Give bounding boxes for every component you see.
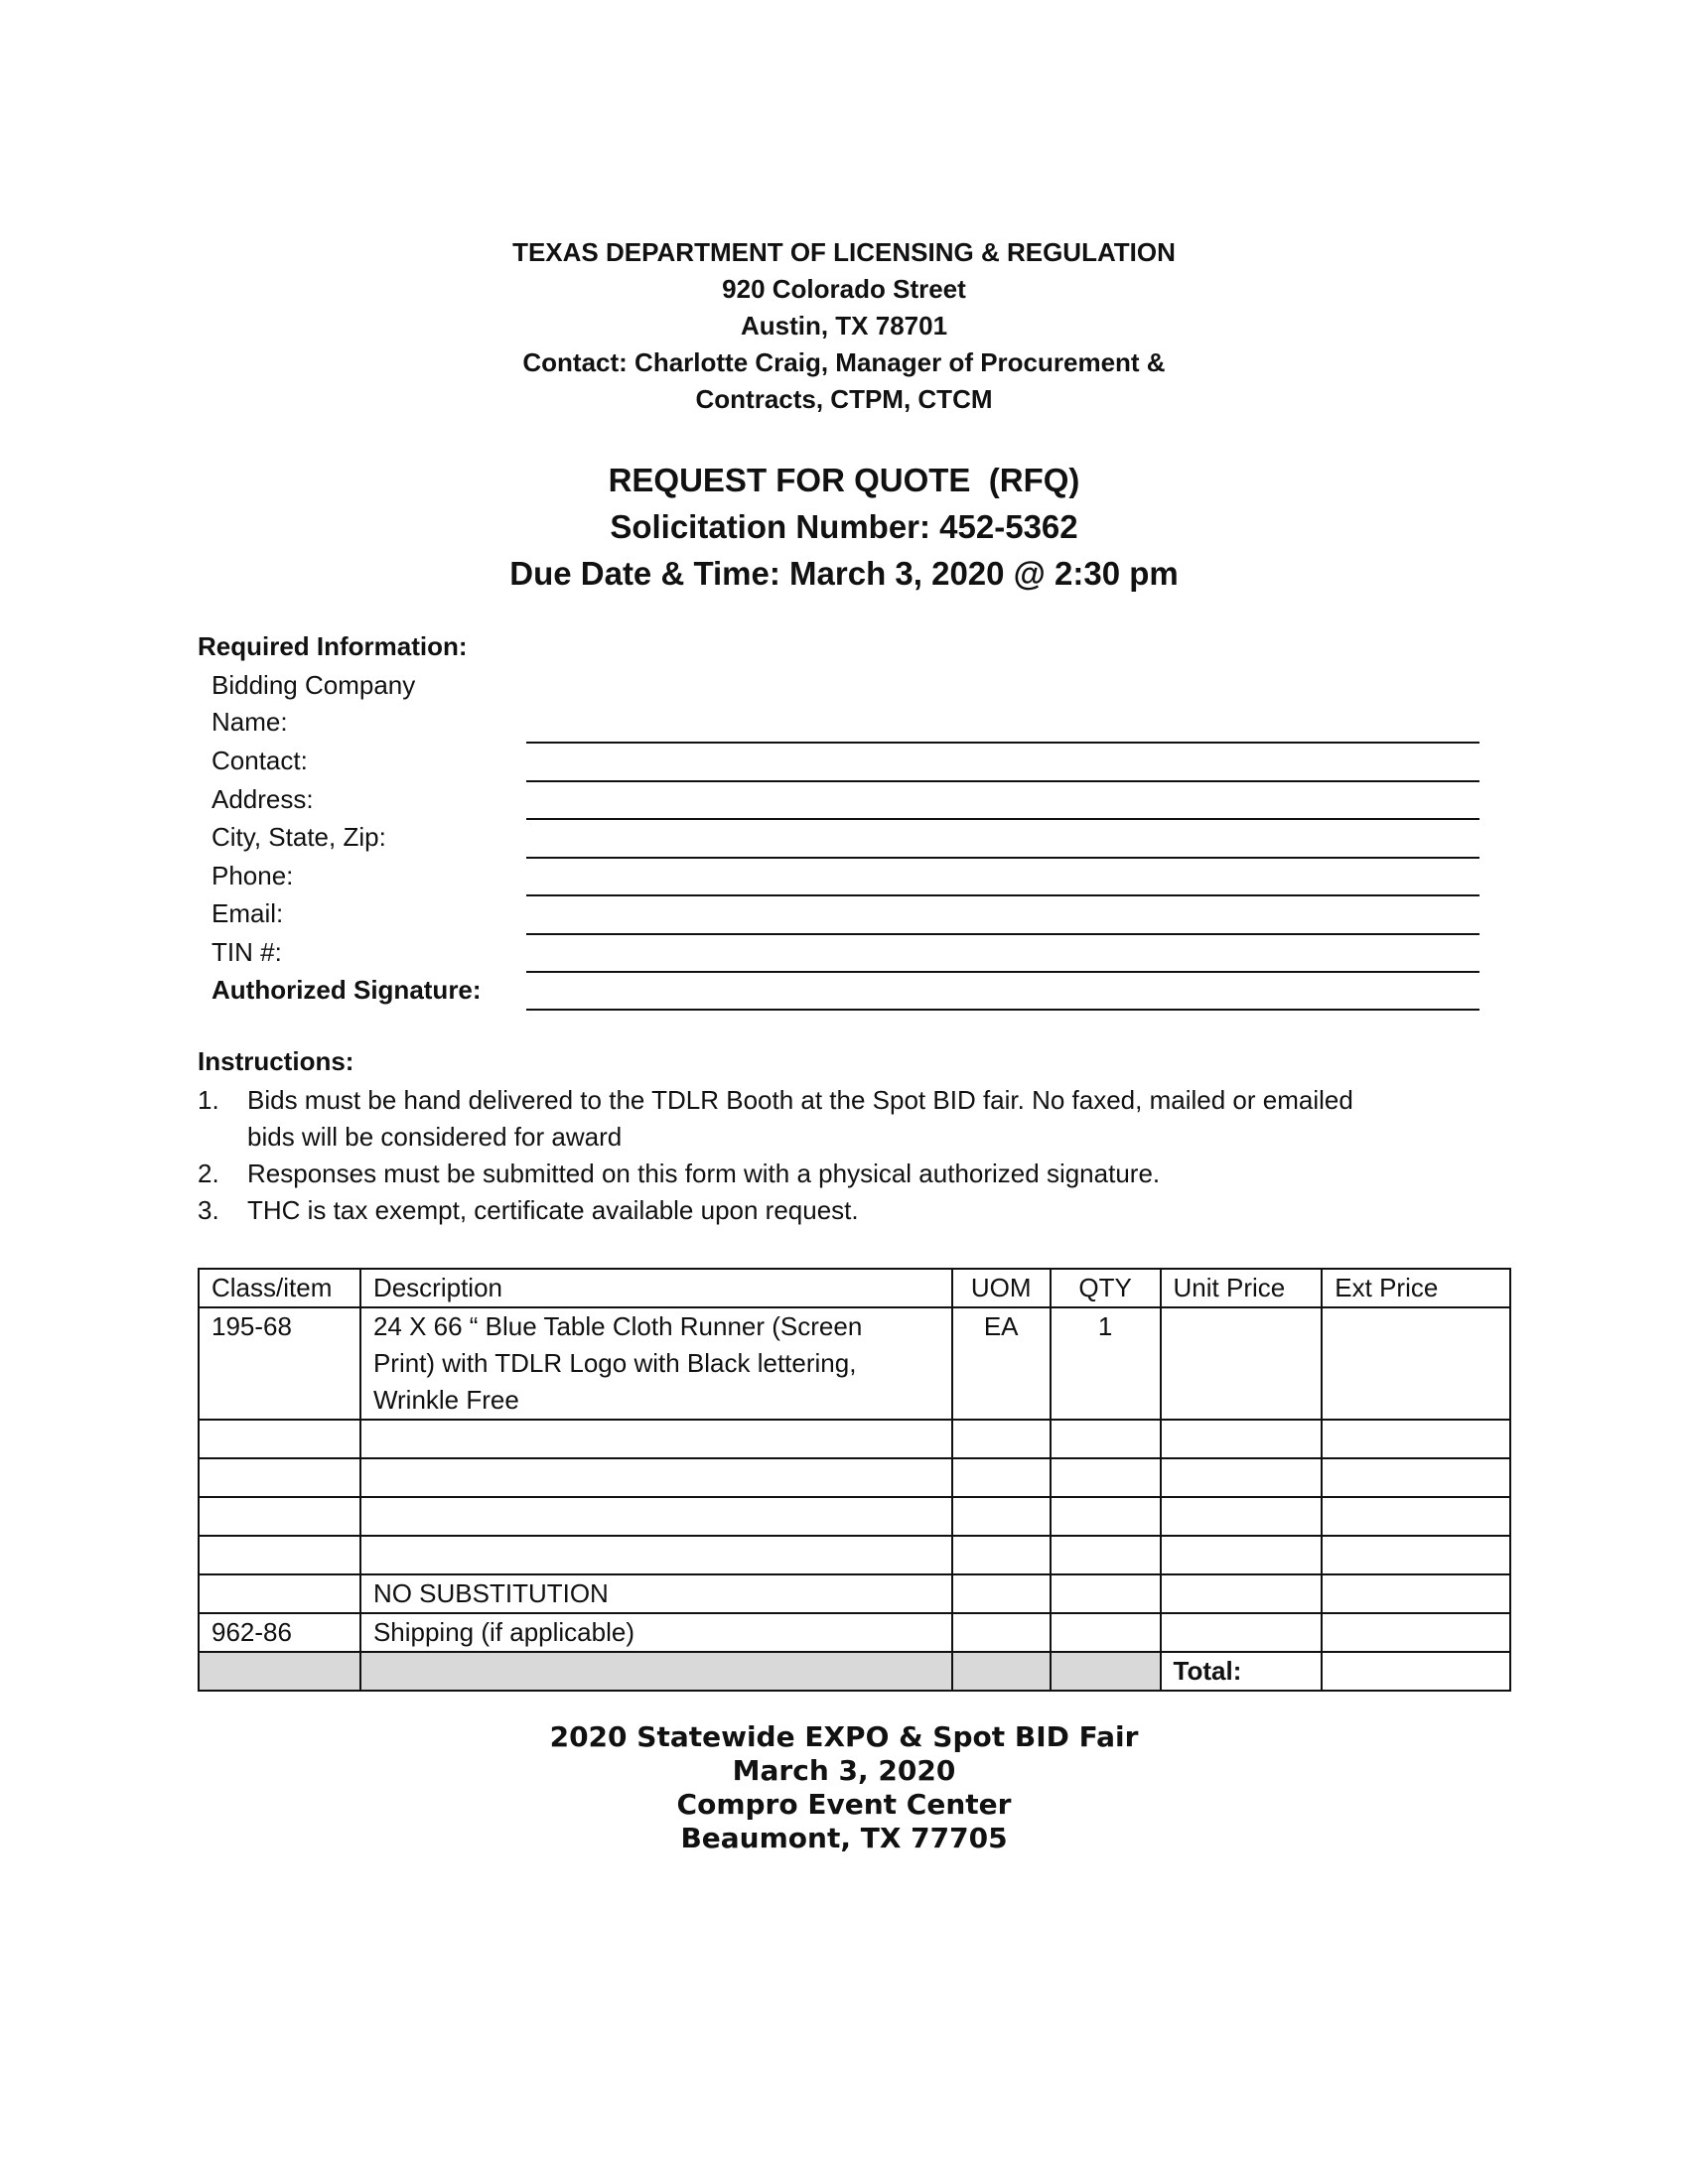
description-line-1: 24 X 66 “ Blue Table Cloth Runner (Screen — [372, 1311, 863, 1341]
contact-line-2: Contracts, CTPM, CTCM — [695, 384, 993, 414]
instruction-item — [198, 1156, 1488, 1192]
ext-price-cell[interactable] — [1322, 1458, 1510, 1497]
qty-cell[interactable] — [1051, 1420, 1161, 1458]
description-cell[interactable] — [360, 1497, 952, 1536]
unit-price-cell[interactable] — [1161, 1613, 1323, 1652]
table-row — [199, 1497, 1510, 1536]
column-header-unit-price: Unit Price — [1161, 1269, 1323, 1307]
line-items-table — [198, 1268, 1511, 1692]
qty-cell[interactable] — [1051, 1497, 1161, 1536]
unit-price-cell[interactable] — [1161, 1307, 1323, 1420]
column-header-ext-price: Ext Price — [1322, 1269, 1510, 1307]
tin-field[interactable] — [526, 971, 1479, 973]
required-info-heading: Required Information: — [198, 631, 468, 661]
authorized-signature-label: Authorized Signature: — [211, 975, 482, 1005]
qty-cell[interactable] — [1051, 1613, 1161, 1652]
table-row — [199, 1458, 1510, 1497]
ext-price-cell[interactable] — [1322, 1613, 1510, 1652]
instruction-number: 1. — [198, 1085, 219, 1115]
uom-cell[interactable] — [952, 1536, 1051, 1574]
instruction-text-line-1: Bids must be hand delivered to the TDLR Booth at the Spot BID fair. No faxed, mailed or emailed — [247, 1085, 1353, 1115]
agency-header — [0, 234, 1688, 418]
class-cell: 195-68 — [199, 1307, 360, 1420]
unit-price-cell[interactable] — [1161, 1458, 1323, 1497]
description-cell: Shipping (if applicable) — [360, 1613, 952, 1652]
ext-price-cell — [1322, 1574, 1510, 1613]
agency-city: Austin, TX 78701 — [740, 311, 948, 341]
class-cell[interactable] — [199, 1536, 360, 1574]
instructions-heading: Instructions: — [198, 1046, 354, 1076]
uom-cell — [952, 1574, 1051, 1613]
ext-price-cell[interactable] — [1322, 1536, 1510, 1574]
class-cell[interactable] — [199, 1458, 360, 1497]
column-header-uom: UOM — [952, 1269, 1051, 1307]
description-cell — [360, 1307, 952, 1420]
shaded-cell — [1051, 1652, 1161, 1691]
instruction-item — [198, 1192, 1488, 1229]
qty-cell[interactable] — [1051, 1536, 1161, 1574]
uom-cell[interactable] — [952, 1420, 1051, 1458]
solicitation-number: Solicitation Number: 452-5362 — [610, 508, 1078, 545]
instruction-text — [247, 1082, 1488, 1156]
contact-line-1: Contact: Charlotte Craig, Manager of Procurement & — [522, 347, 1166, 377]
table-header-row — [199, 1269, 1510, 1307]
shaded-cell — [952, 1652, 1051, 1691]
address-label: Address: — [211, 784, 314, 814]
instruction-text-line-2: bids will be considered for award — [247, 1122, 623, 1152]
email-field[interactable] — [526, 933, 1479, 935]
uom-cell[interactable] — [952, 1497, 1051, 1536]
uom-cell[interactable] — [952, 1613, 1051, 1652]
instruction-item — [198, 1082, 1488, 1156]
class-cell: 962-86 — [199, 1613, 360, 1652]
qty-cell[interactable] — [1051, 1458, 1161, 1497]
event-name: 2020 Statewide EXPO & Spot BID Fair — [549, 1720, 1139, 1753]
column-header-qty: QTY — [1051, 1269, 1161, 1307]
event-venue: Compro Event Center — [676, 1788, 1012, 1821]
qty-cell — [1051, 1574, 1161, 1613]
shaded-cell — [360, 1652, 952, 1691]
description-cell[interactable] — [360, 1536, 952, 1574]
description-cell[interactable] — [360, 1420, 952, 1458]
phone-field[interactable] — [526, 894, 1479, 896]
class-cell — [199, 1574, 360, 1613]
total-label: Total: — [1161, 1652, 1323, 1691]
description-line-3: Wrinkle Free — [372, 1385, 519, 1415]
description-line-2: Print) with TDLR Logo with Black lettering, — [372, 1348, 857, 1378]
total-row — [199, 1652, 1510, 1691]
address-field[interactable] — [526, 818, 1479, 820]
column-header-class: Class/item — [199, 1269, 360, 1307]
email-label: Email: — [211, 898, 284, 928]
contact-field[interactable] — [526, 780, 1479, 782]
tin-label: TIN #: — [211, 937, 282, 967]
table-row — [199, 1307, 1510, 1420]
city-state-zip-field[interactable] — [526, 857, 1479, 859]
uom-cell[interactable] — [952, 1458, 1051, 1497]
instruction-text: THC is tax exempt, certificate available upon request. — [247, 1195, 859, 1225]
column-header-description: Description — [360, 1269, 952, 1307]
total-value-cell[interactable] — [1322, 1652, 1510, 1691]
class-cell[interactable] — [199, 1497, 360, 1536]
ext-price-cell[interactable] — [1322, 1420, 1510, 1458]
table-row — [199, 1536, 1510, 1574]
ext-price-cell[interactable] — [1322, 1497, 1510, 1536]
rfq-title: REQUEST FOR QUOTE (RFQ) — [608, 462, 1080, 498]
class-cell[interactable] — [199, 1420, 360, 1458]
no-substitution-cell: NO SUBSTITUTION — [360, 1574, 952, 1613]
event-city: Beaumont, TX 77705 — [680, 1822, 1008, 1854]
instruction-number: 3. — [198, 1195, 219, 1225]
ext-price-cell[interactable] — [1322, 1307, 1510, 1420]
due-date: Due Date & Time: March 3, 2020 @ 2:30 pm — [509, 555, 1179, 592]
instruction-number: 2. — [198, 1159, 219, 1188]
bidding-company-field[interactable] — [526, 742, 1479, 744]
table-row — [199, 1613, 1510, 1652]
agency-street: 920 Colorado Street — [722, 274, 966, 304]
authorized-signature-field[interactable] — [526, 1009, 1479, 1011]
uom-cell: EA — [952, 1307, 1051, 1420]
description-cell[interactable] — [360, 1458, 952, 1497]
instruction-text: Responses must be submitted on this form with a physical authorized signature. — [247, 1159, 1161, 1188]
bidding-company-label-1: Bidding Company — [211, 670, 416, 700]
city-state-zip-label: City, State, Zip: — [211, 822, 386, 852]
qty-cell: 1 — [1051, 1307, 1161, 1420]
unit-price-cell — [1161, 1574, 1323, 1613]
shaded-cell — [199, 1652, 360, 1691]
table-row — [199, 1574, 1510, 1613]
phone-label: Phone: — [211, 861, 294, 890]
rfq-title-block — [0, 457, 1688, 597]
event-date: March 3, 2020 — [732, 1754, 956, 1787]
unit-price-cell[interactable] — [1161, 1536, 1323, 1574]
contact-label: Contact: — [211, 746, 308, 775]
agency-name: TEXAS DEPARTMENT OF LICENSING & REGULATION — [512, 237, 1176, 267]
table-row — [199, 1420, 1510, 1458]
bidding-company-label-2: Name: — [211, 707, 288, 737]
unit-price-cell[interactable] — [1161, 1497, 1323, 1536]
unit-price-cell[interactable] — [1161, 1420, 1323, 1458]
event-footer — [0, 1720, 1688, 1855]
